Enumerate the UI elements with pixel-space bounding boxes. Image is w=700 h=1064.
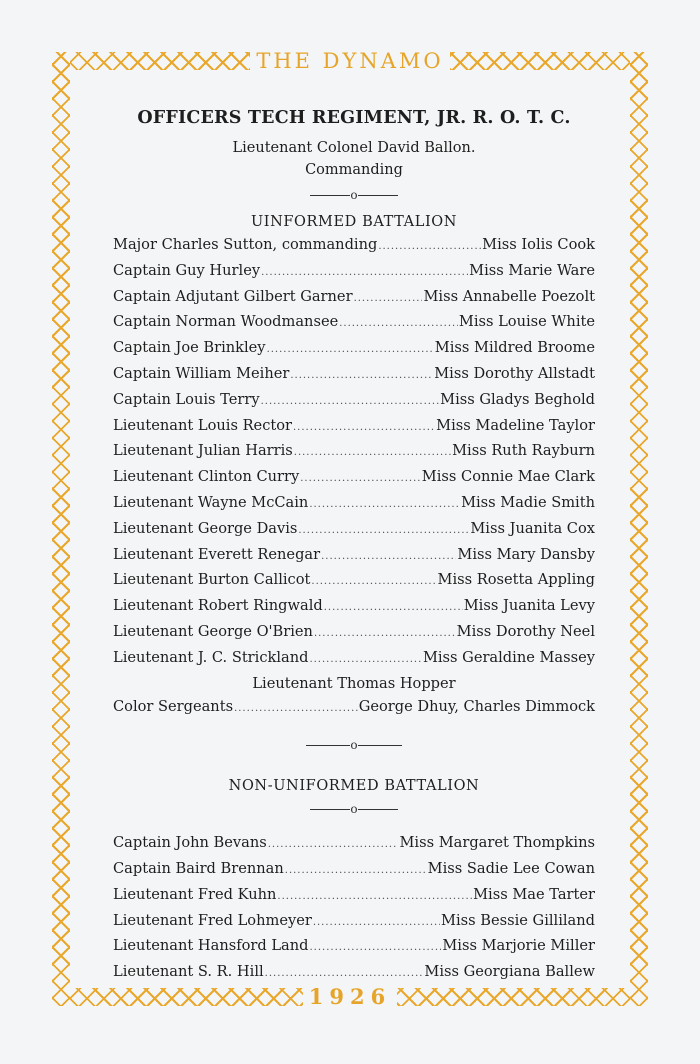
- sponsor-name: Miss Madie Smith: [461, 493, 595, 511]
- sponsor-name: Miss Mae Tarter: [473, 885, 595, 903]
- sponsor-name: Miss Rosetta Appling: [437, 571, 595, 589]
- sponsor-name: Miss Geraldine Massey: [422, 648, 595, 666]
- roster-row: [113, 960, 595, 986]
- roster-row: [113, 517, 595, 543]
- officer-name: Captain Norman Woodmansee: [113, 313, 339, 331]
- officer-name: Major Charles Sutton, commanding: [113, 236, 378, 253]
- sponsor-name: Miss Juanita Cox: [470, 519, 595, 537]
- sponsor-name: Miss Madeline Taylor: [436, 416, 595, 434]
- sponsor-name: Miss Ruth Rayburn: [452, 442, 595, 460]
- roster-row: [113, 934, 595, 960]
- officer-name: Captain Louis Terry: [113, 390, 260, 408]
- ornamental-border-left: [52, 52, 70, 1006]
- officer-name: Captain William Meiher: [113, 364, 290, 382]
- commander-role: Commanding: [305, 162, 403, 178]
- section-divider: o: [113, 187, 595, 203]
- roster-row: [113, 883, 595, 909]
- roster-row: [113, 465, 595, 491]
- roster-row: [113, 620, 595, 646]
- sponsor-name: Miss Mildred Broome: [434, 339, 595, 357]
- sponsor-name: Miss Mary Dansby: [457, 545, 595, 563]
- officer-name: Lieutenant George Davis: [113, 519, 298, 537]
- publication-title: THE DYNAMO: [250, 48, 449, 74]
- uniformed-battalion-heading: UINFORMED BATTALION: [250, 214, 458, 230]
- officer-name: Lieutenant Burton Callicot: [113, 571, 311, 589]
- sponsor-name: Miss Dorothy Neel: [456, 622, 595, 640]
- roster-row: [113, 646, 595, 672]
- roster-row: [113, 285, 595, 311]
- officer-name: Captain Joe Brinkley: [113, 339, 266, 357]
- roster-row: [113, 259, 595, 285]
- officer-name: Lieutenant Wayne McCain: [113, 493, 309, 511]
- sponsor-name: Miss Bessie Gilliland: [441, 911, 595, 929]
- officer-name: Lieutenant Everett Renegar: [113, 545, 321, 563]
- officer-name: Lieutenant Julian Harris: [113, 442, 293, 460]
- roster-content: [113, 106, 595, 986]
- sponsor-name: Miss Gladys Beghold: [440, 390, 595, 408]
- roster-row: [113, 362, 595, 388]
- publication-year: 1926: [303, 984, 397, 1010]
- color-sergeants-row: Color Sergeants ..... George Dhuy, Charles Dimmock: [113, 695, 595, 721]
- sponsor-name: Miss Iolis Cook: [482, 236, 595, 253]
- officer-name: Lieutenant Louis Rector: [113, 416, 292, 434]
- sponsor-name: Miss Dorothy Allstadt: [434, 364, 595, 382]
- sponsor-name: Miss Juanita Levy: [463, 597, 595, 615]
- non-uniformed-roster: [113, 831, 595, 986]
- sponsor-name: Miss Margaret Thompkins: [399, 834, 595, 852]
- section-divider: o: [113, 801, 595, 817]
- sponsor-name: Miss Sadie Lee Cowan: [427, 859, 595, 877]
- roster-row: [113, 831, 595, 857]
- sponsor-name: Miss Connie Mae Clark: [421, 468, 595, 486]
- sponsor-name: Miss Marjorie Miller: [442, 937, 595, 955]
- commander-name: Lieutenant Colonel David Ballon.: [232, 140, 476, 156]
- roster-row: [113, 388, 595, 414]
- roster-row: [113, 414, 595, 440]
- officer-name: Captain Adjutant Gilbert Garner: [113, 287, 353, 305]
- center-officer: Lieutenant Thomas Hopper: [252, 674, 456, 692]
- roster-row: [113, 568, 595, 594]
- sponsor-name: Miss Georgiana Ballew: [424, 963, 595, 981]
- officer-name: Lieutenant Robert Ringwald: [113, 597, 323, 615]
- roster-row: [113, 543, 595, 569]
- running-header: [0, 48, 700, 74]
- officer-name: Lieutenant S. R. Hill: [113, 963, 264, 981]
- sponsor-name: Miss Louise White: [458, 313, 595, 331]
- roster-row: [113, 310, 595, 336]
- officer-name: Lieutenant Hansford Land: [113, 937, 309, 955]
- non-uniformed-battalion-heading: NON-UNIFORMED BATTALION: [228, 778, 480, 795]
- roster-row: [113, 233, 595, 259]
- roster-row: [113, 491, 595, 517]
- roster-row: [113, 439, 595, 465]
- officer-name: Captain John Bevans: [113, 834, 267, 852]
- officer-name: Captain Baird Brennan: [113, 859, 284, 877]
- officer-name: Lieutenant Fred Kuhn: [113, 885, 277, 903]
- sponsor-name: Miss Annabelle Poezolt: [423, 287, 595, 305]
- uniformed-roster: [113, 233, 595, 672]
- officer-name: Lieutenant Clinton Curry: [113, 468, 300, 486]
- roster-row: [113, 336, 595, 362]
- roster-row: [113, 857, 595, 883]
- section-divider: o: [113, 737, 595, 753]
- roster-row: [113, 594, 595, 620]
- sponsor-name: Miss Marie Ware: [469, 261, 595, 279]
- officer-name: Lieutenant J. C. Strickland: [113, 648, 309, 666]
- officer-name: Captain Guy Hurley: [113, 261, 261, 279]
- officer-name: Lieutenant George O'Brien: [113, 622, 313, 640]
- officer-name: Lieutenant Fred Lohmeyer: [113, 911, 312, 929]
- page-title: OFFICERS TECH REGIMENT, JR. R. O. T. C.: [137, 108, 571, 128]
- running-footer: [0, 984, 700, 1010]
- ornamental-border-right: [630, 52, 648, 1006]
- roster-row: [113, 909, 595, 935]
